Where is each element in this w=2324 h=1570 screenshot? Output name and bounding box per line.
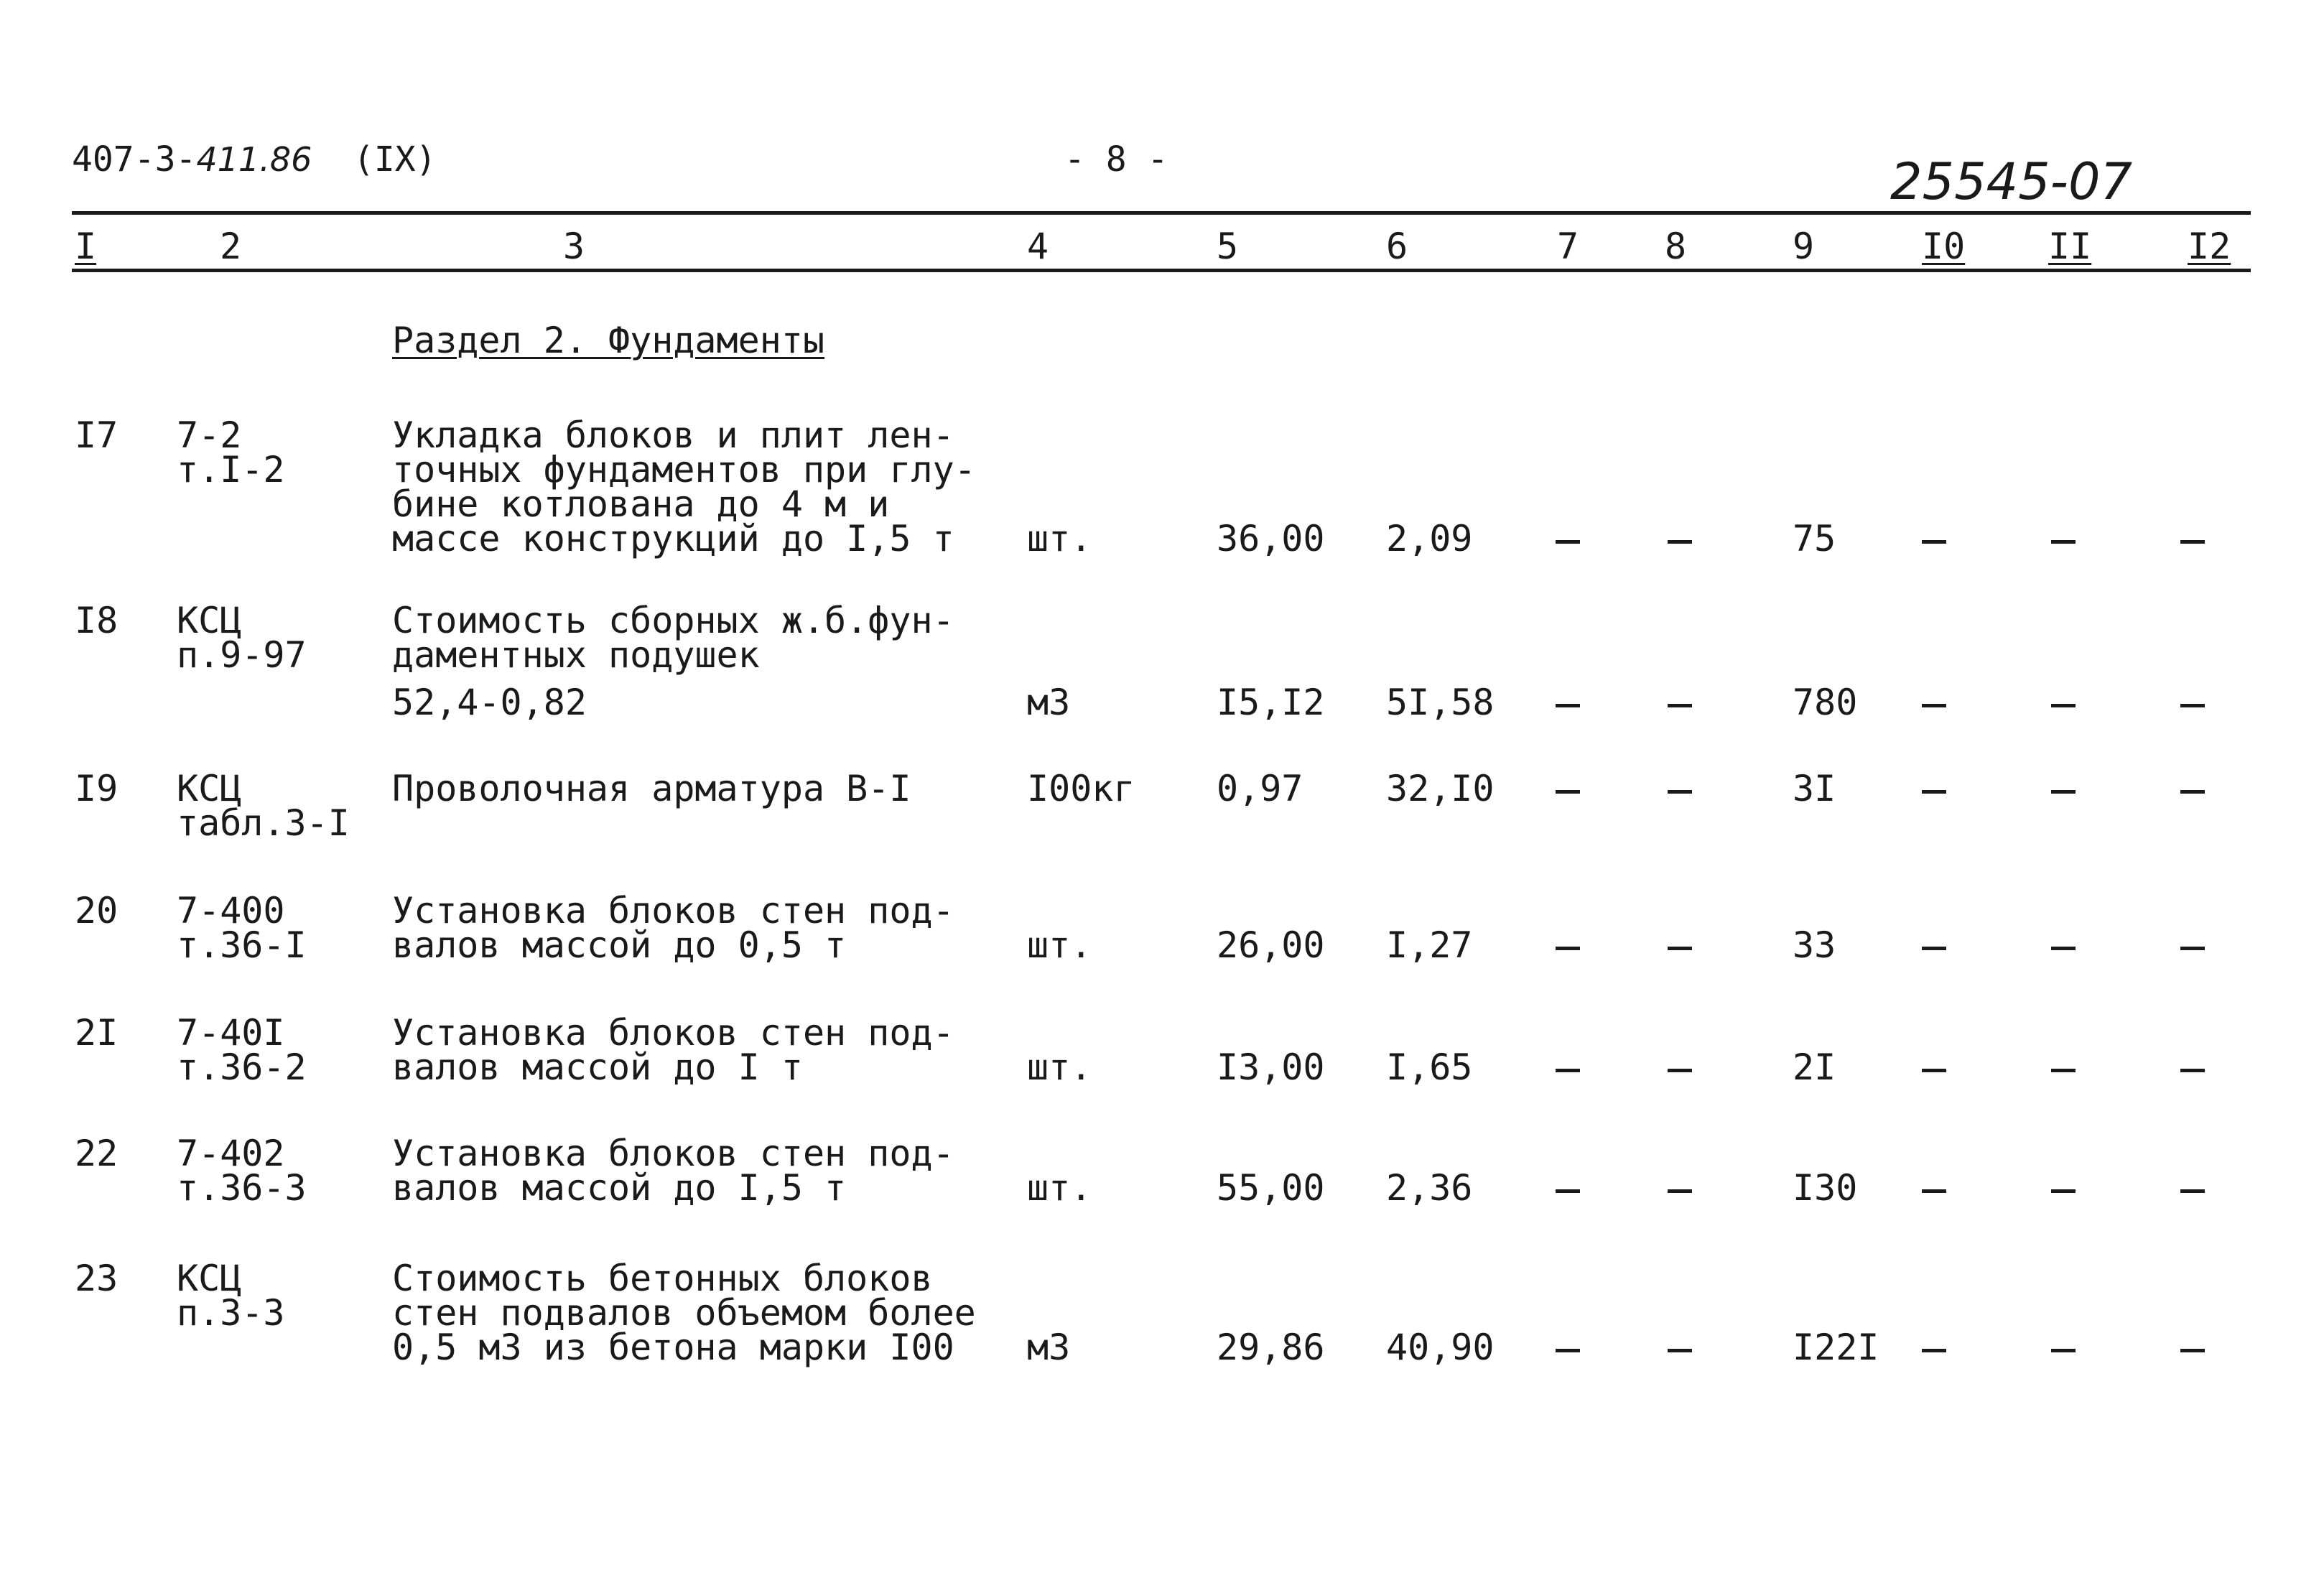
row-code: КСЦ п.3-3 <box>177 1258 285 1334</box>
row-c8-dash <box>1668 790 1692 794</box>
row-c8-dash <box>1668 1069 1692 1072</box>
row-c8-dash <box>1668 704 1692 707</box>
row-c7-dash <box>1556 540 1580 544</box>
header-bottom-rule <box>72 269 2251 272</box>
row-c10-dash <box>1922 790 1946 794</box>
row-description: Укладка блоков и плит лен- точных фундаментов при глу- бине котлована до 4 м и массе конструкций до I,5 т <box>392 414 976 559</box>
row-number: I7 <box>75 414 118 456</box>
row-unit: м3 <box>1027 682 1071 723</box>
row-quantity: 0,97 <box>1217 768 1303 809</box>
row-unit: м3 <box>1027 1327 1071 1368</box>
document-code-printed: 407-3- <box>72 139 197 180</box>
row-code: 7-400 т.36-I <box>177 890 307 966</box>
row-c12-dash <box>2180 947 2205 950</box>
document-suffix: (IX) <box>353 139 437 180</box>
column-header: 2 <box>220 226 242 267</box>
row-number: 22 <box>75 1133 118 1174</box>
row-description: Стоимость сборных ж.б.фун- даментных подушек <box>392 600 954 676</box>
column-header: II <box>2048 226 2092 267</box>
row-col9: 780 <box>1793 682 1858 723</box>
row-quantity: I3,00 <box>1217 1046 1325 1088</box>
row-code: КСЦ п.9-97 <box>177 600 307 676</box>
column-header: I <box>75 226 97 267</box>
row-c8-dash <box>1668 1349 1692 1352</box>
row-unit: шт. <box>1027 1167 1092 1209</box>
document-code <box>72 139 312 180</box>
row-c11-dash <box>2051 1349 2076 1352</box>
row-c12-dash <box>2180 790 2205 794</box>
row-price: 5I,58 <box>1386 682 1495 723</box>
row-c7-dash <box>1556 1189 1580 1193</box>
row-description: Установка блоков стен под- валов массой до 0,5 т <box>392 890 954 966</box>
row-c10-dash <box>1922 947 1946 950</box>
row-c8-dash <box>1668 1189 1692 1193</box>
column-header: 3 <box>563 226 585 267</box>
row-c10-dash <box>1922 540 1946 544</box>
row-c11-dash <box>2051 1069 2076 1072</box>
row-col9: 33 <box>1793 924 1836 966</box>
row-price: 40,90 <box>1386 1327 1495 1368</box>
row-c11-dash <box>2051 704 2076 707</box>
row-c7-dash <box>1556 947 1580 950</box>
row-c10-dash <box>1922 704 1946 707</box>
row-c10-dash <box>1922 1069 1946 1072</box>
page-number: - 8 - <box>1064 139 1168 180</box>
row-number: 23 <box>75 1258 118 1299</box>
row-unit: шт. <box>1027 518 1092 559</box>
row-c7-dash <box>1556 704 1580 707</box>
row-c10-dash <box>1922 1349 1946 1352</box>
row-price: I,27 <box>1386 924 1473 966</box>
column-header: 7 <box>1557 226 1579 267</box>
row-description-extra: 52,4-0,82 <box>392 682 587 723</box>
row-c12-dash <box>2180 704 2205 707</box>
row-code: КСЦ табл.3-I <box>177 768 350 844</box>
row-price: 32,I0 <box>1386 768 1495 809</box>
row-c8-dash <box>1668 540 1692 544</box>
section-title: Раздел 2. Фундаменты <box>392 320 825 361</box>
row-description: Стоимость бетонных блоков стен подвалов объемом более 0,5 м3 из бетона марки I00 <box>392 1258 976 1368</box>
header-top-rule <box>72 211 2251 215</box>
row-code: 7-40I т.36-2 <box>177 1012 307 1088</box>
row-col9: I30 <box>1793 1167 1858 1209</box>
row-unit: шт. <box>1027 924 1092 966</box>
column-header: 4 <box>1027 226 1049 267</box>
row-c7-dash <box>1556 1349 1580 1352</box>
row-unit: шт. <box>1027 1046 1092 1088</box>
row-price: 2,36 <box>1386 1167 1473 1209</box>
column-header: I2 <box>2188 226 2231 267</box>
row-c12-dash <box>2180 540 2205 544</box>
column-header: 9 <box>1793 226 1815 267</box>
row-quantity: 29,86 <box>1217 1327 1325 1368</box>
row-col9: I22I <box>1793 1327 1879 1368</box>
row-unit: I00кг <box>1027 768 1135 809</box>
row-number: I8 <box>75 600 118 641</box>
row-quantity: 36,00 <box>1217 518 1325 559</box>
row-code: 7-2 т.I-2 <box>177 414 285 491</box>
row-number: 2I <box>75 1012 118 1054</box>
row-c11-dash <box>2051 540 2076 544</box>
row-c11-dash <box>2051 947 2076 950</box>
row-number: 20 <box>75 890 118 932</box>
row-description: Установка блоков стен под- валов массой до I т <box>392 1012 954 1088</box>
row-c8-dash <box>1668 947 1692 950</box>
row-number: I9 <box>75 768 118 809</box>
row-price: 2,09 <box>1386 518 1473 559</box>
row-quantity: 26,00 <box>1217 924 1325 966</box>
row-c12-dash <box>2180 1069 2205 1072</box>
row-quantity: 55,00 <box>1217 1167 1325 1209</box>
row-quantity: I5,I2 <box>1217 682 1325 723</box>
row-description: Проволочная арматура В-I <box>392 768 911 809</box>
row-c7-dash <box>1556 790 1580 794</box>
row-col9: 3I <box>1793 768 1836 809</box>
stamp-number: 25545-07 <box>1890 152 2133 211</box>
row-c11-dash <box>2051 1189 2076 1193</box>
row-c11-dash <box>2051 790 2076 794</box>
row-c12-dash <box>2180 1189 2205 1193</box>
column-header: 5 <box>1217 226 1239 267</box>
row-c12-dash <box>2180 1349 2205 1352</box>
row-c7-dash <box>1556 1069 1580 1072</box>
column-header: I0 <box>1922 226 1966 267</box>
document-code-handwritten: 411.86 <box>196 140 312 179</box>
row-price: I,65 <box>1386 1046 1473 1088</box>
row-c10-dash <box>1922 1189 1946 1193</box>
column-header: 6 <box>1386 226 1408 267</box>
row-col9: 75 <box>1793 518 1836 559</box>
row-code: 7-402 т.36-3 <box>177 1133 307 1209</box>
column-header: 8 <box>1665 226 1687 267</box>
row-col9: 2I <box>1793 1046 1836 1088</box>
row-description: Установка блоков стен под- валов массой до I,5 т <box>392 1133 954 1209</box>
